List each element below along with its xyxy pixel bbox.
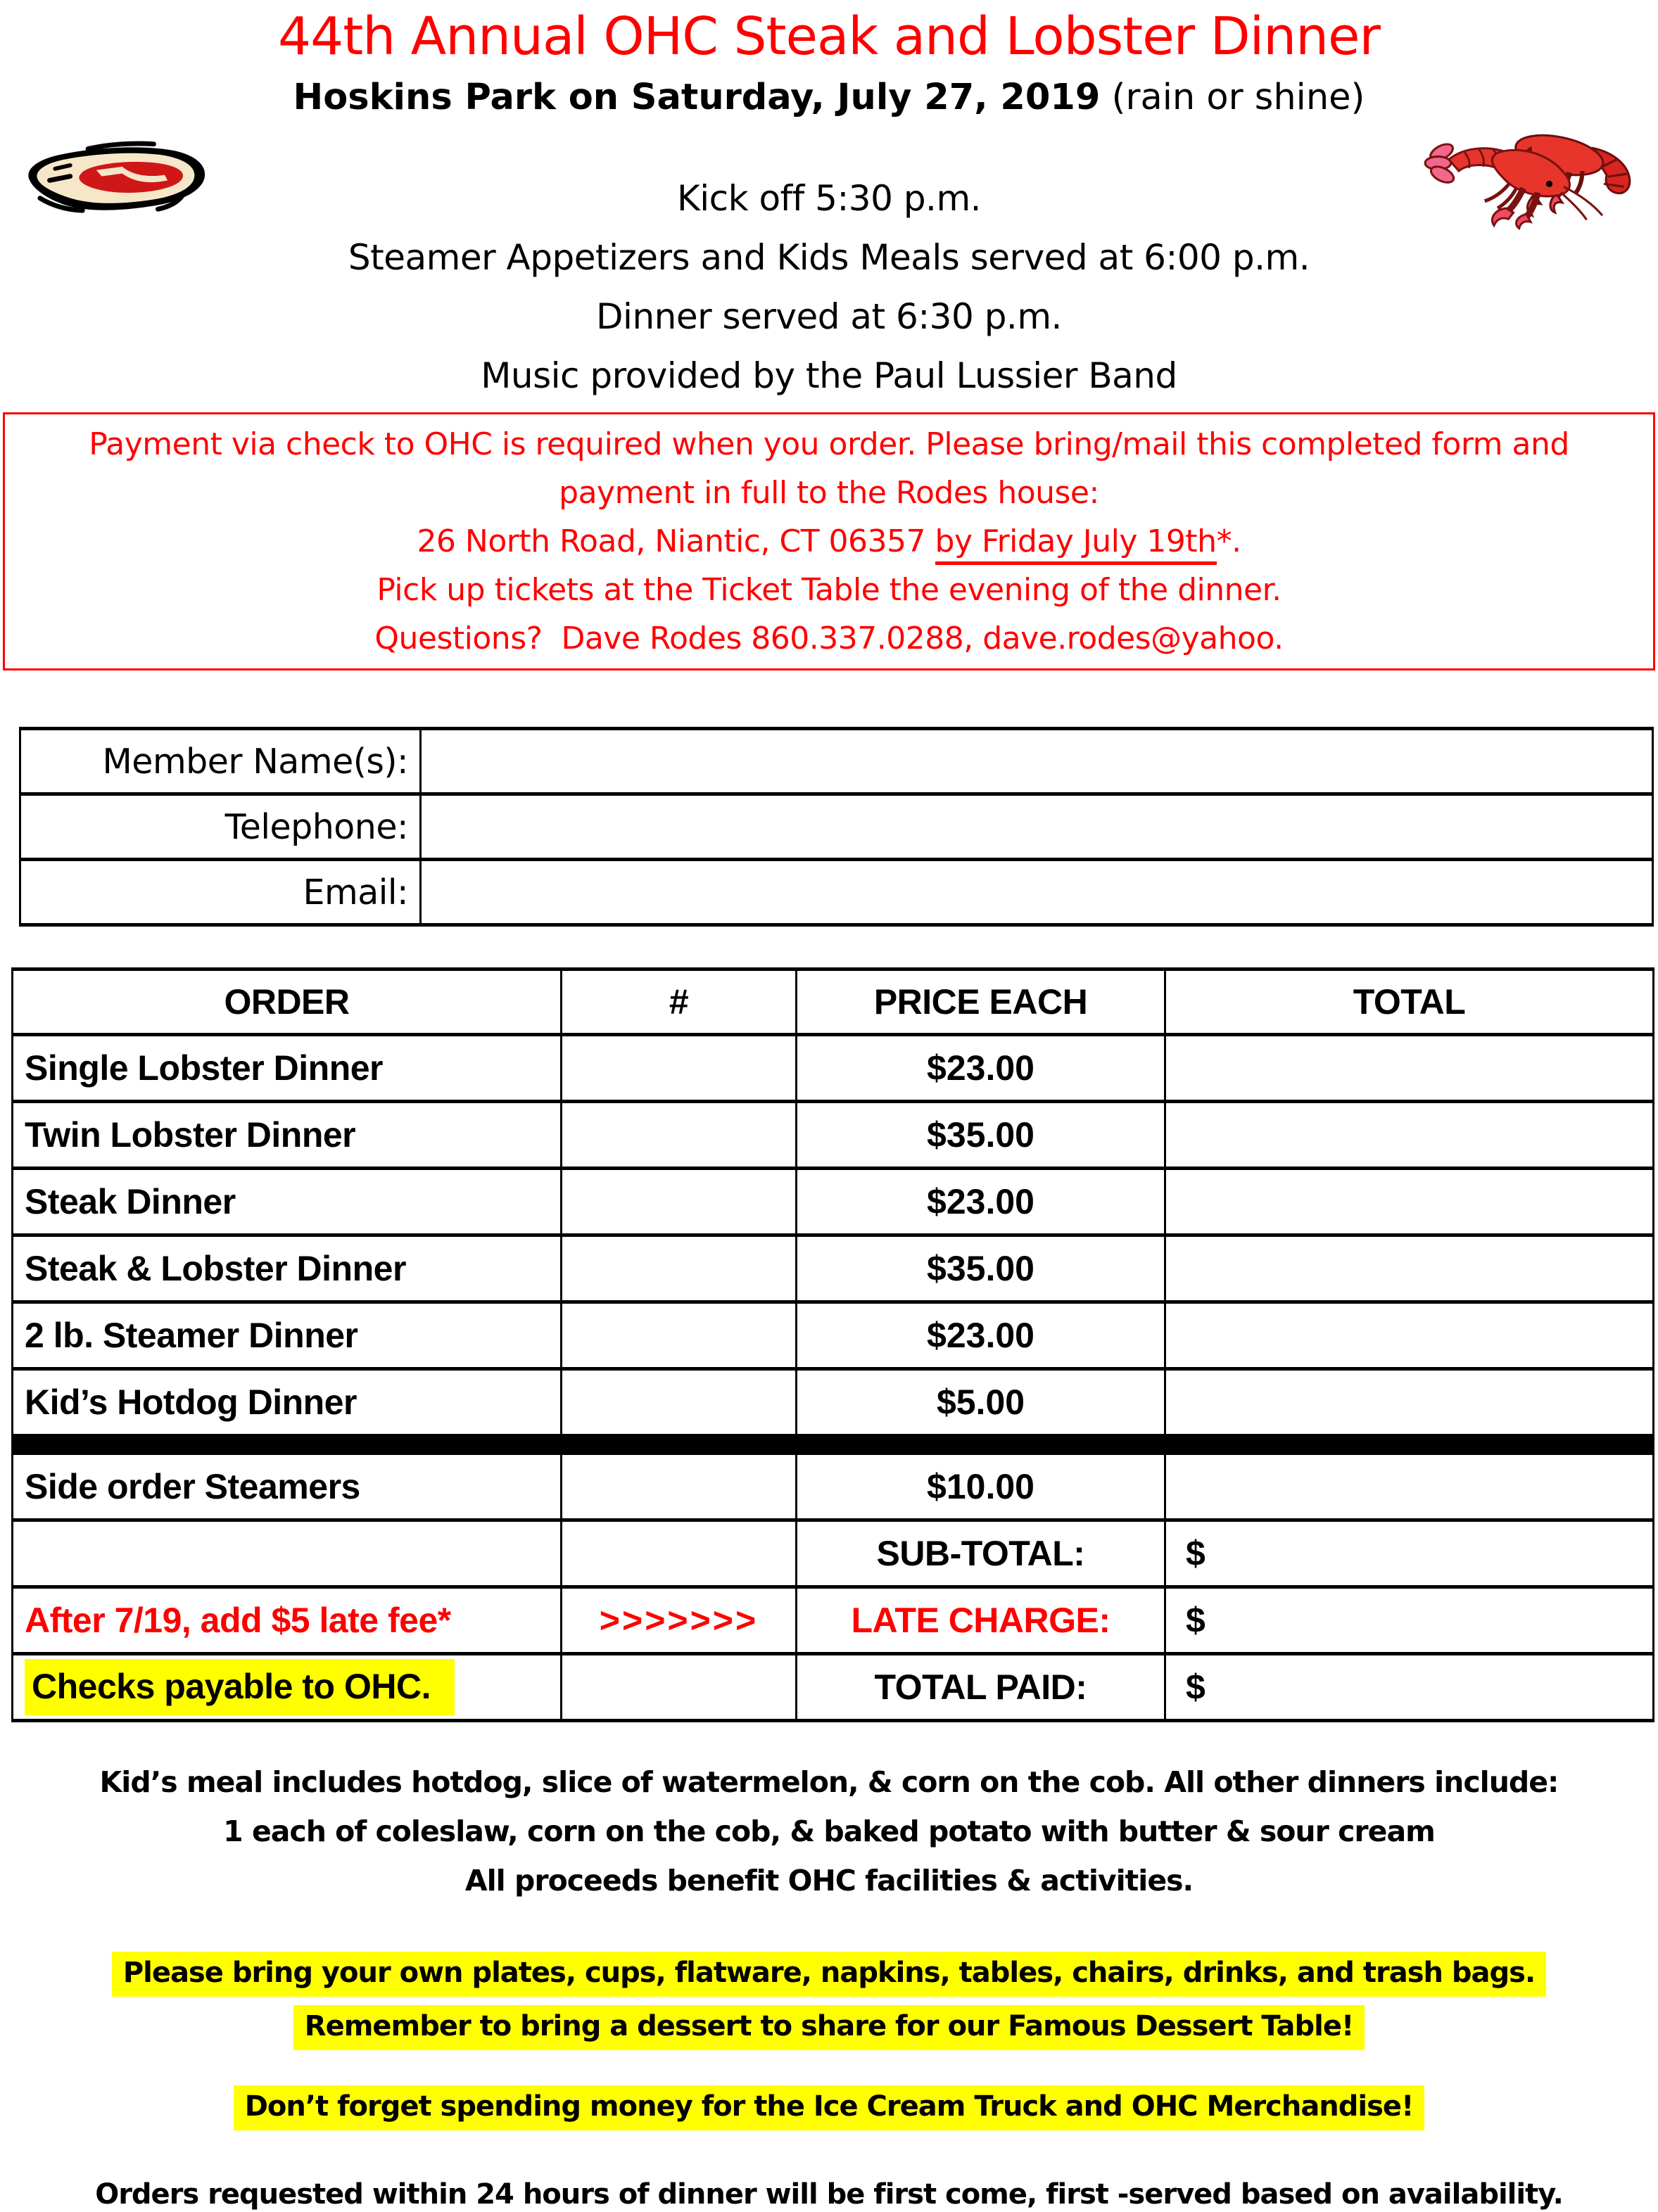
lobster-clipart-image	[1423, 117, 1638, 227]
item-qty-blank-cell	[562, 1369, 797, 1436]
order-item-row	[13, 1454, 1654, 1520]
spending-money-notice	[0, 2085, 1658, 2130]
item-total-blank-cell	[1165, 1454, 1654, 1520]
schedule-line: Steamer Appetizers and Kids Meals served at 6:00 p.m.	[348, 237, 1310, 279]
order-item-row	[13, 1235, 1654, 1302]
subtotal-dollar-cell: $	[1165, 1520, 1654, 1587]
order-item-row	[13, 1169, 1654, 1235]
item-name-cell: Single Lobster Dinner	[13, 1035, 562, 1102]
item-qty-blank-cell	[562, 1454, 797, 1520]
item-price-cell: $10.00	[797, 1454, 1165, 1520]
steak-clipart-image	[18, 138, 213, 217]
telephone-row	[20, 794, 1653, 860]
page-title: 44th Annual OHC Steak and Lobster Dinner	[278, 6, 1380, 67]
item-price-cell: $23.00	[797, 1169, 1165, 1235]
item-total-blank-cell	[1165, 1169, 1654, 1235]
telephone-blank-field	[421, 794, 1653, 860]
schedule-line: Kick off 5:30 p.m.	[676, 178, 982, 220]
subtotal-row	[13, 1520, 1654, 1587]
member-name-label: Member Name(s):	[20, 729, 421, 794]
email-row	[20, 860, 1653, 925]
event-schedule	[0, 169, 1658, 405]
payment-notice-box	[3, 412, 1655, 670]
price-each-column-header: PRICE EACH	[797, 970, 1165, 1035]
blank-cell	[562, 1520, 797, 1587]
email-label: Email:	[20, 860, 421, 925]
late-charge-dollar-cell: $	[1165, 1587, 1654, 1654]
item-name-cell: Steak Dinner	[13, 1169, 562, 1235]
item-total-blank-cell	[1165, 1235, 1654, 1302]
bring-items-highlighted-line: Please bring your own plates, cups, flatware, napkins, tables, chairs, drinks, and trash bags.	[112, 1952, 1546, 1997]
item-price-cell: $35.00	[797, 1102, 1165, 1169]
item-name-cell: Side order Steamers	[13, 1454, 562, 1520]
telephone-label: Telephone:	[20, 794, 421, 860]
checks-payable-highlighted-text: Checks payable to OHC.	[25, 1659, 455, 1715]
deadline-suffix-text: *.	[1216, 523, 1241, 560]
item-price-cell: $35.00	[797, 1235, 1165, 1302]
email-blank-field	[421, 860, 1653, 925]
total-paid-label: TOTAL PAID:	[797, 1654, 1165, 1721]
meal-note-line: 1 each of coleslaw, corn on the cob, & baked potato with butter & sour cream	[223, 1814, 1435, 1849]
item-qty-blank-cell	[562, 1302, 797, 1369]
order-table	[11, 967, 1654, 1722]
schedule-line: Dinner served at 6:30 p.m.	[596, 296, 1062, 338]
item-name-cell: 2 lb. Steamer Dinner	[13, 1302, 562, 1369]
late-charge-label: LATE CHARGE:	[797, 1587, 1165, 1654]
payment-notice-line: Questions? Dave Rodes 860.337.0288, dave.rodes@yahoo.	[374, 621, 1284, 657]
member-info-table	[19, 727, 1654, 927]
order-column-header: ORDER	[13, 970, 562, 1035]
quantity-column-header: #	[562, 970, 797, 1035]
blank-cell	[562, 1654, 797, 1721]
item-total-blank-cell	[1165, 1302, 1654, 1369]
member-name-blank-field	[421, 729, 1653, 794]
item-name-cell: Kid’s Hotdog Dinner	[13, 1369, 562, 1436]
item-qty-blank-cell	[562, 1035, 797, 1102]
availability-notice: Orders requested within 24 hours of dinner will be first come, first -served based on availability.	[95, 2178, 1563, 2211]
meal-note-line: All proceeds benefit OHC facilities & activities.	[464, 1864, 1194, 1898]
bring-items-notice	[0, 1946, 1658, 2053]
item-price-cell: $23.00	[797, 1035, 1165, 1102]
late-fee-note: After 7/19, add $5 late fee*	[13, 1587, 562, 1654]
member-name-row	[20, 729, 1653, 794]
total-column-header: TOTAL	[1165, 970, 1654, 1035]
deadline-underlined-text: by Friday July 19th	[935, 523, 1217, 565]
rain-or-shine-text: (rain or shine)	[1111, 76, 1365, 118]
event-location-date	[0, 77, 1658, 119]
item-name-cell: Steak & Lobster Dinner	[13, 1235, 562, 1302]
order-item-row	[13, 1302, 1654, 1369]
order-item-row	[13, 1102, 1654, 1169]
total-paid-row	[13, 1654, 1654, 1721]
item-qty-blank-cell	[562, 1235, 797, 1302]
payment-notice-line: payment in full to the Rodes house:	[559, 475, 1099, 511]
checks-payable-cell	[13, 1654, 562, 1721]
item-total-blank-cell	[1165, 1369, 1654, 1436]
meal-notes	[0, 1757, 1658, 1905]
item-price-cell: $5.00	[797, 1369, 1165, 1436]
payment-address-line	[9, 517, 1649, 566]
dessert-highlighted-line: Remember to bring a dessert to share for our Famous Dessert Table!	[293, 2005, 1365, 2050]
order-table-header-row	[13, 970, 1654, 1035]
item-price-cell: $23.00	[797, 1302, 1165, 1369]
total-paid-dollar-cell: $	[1165, 1654, 1654, 1721]
spending-money-highlighted-line: Don’t forget spending money for the Ice Cream Truck and OHC Merchandise!	[234, 2085, 1425, 2130]
blank-cell	[13, 1520, 562, 1587]
order-item-row	[13, 1035, 1654, 1102]
order-item-row	[13, 1369, 1654, 1436]
location-date-text: Hoskins Park on Saturday, July 27, 2019	[293, 76, 1101, 118]
item-qty-blank-cell	[562, 1169, 797, 1235]
meal-note-line: Kid’s meal includes hotdog, slice of watermelon, & corn on the cob. All other dinners include:	[99, 1765, 1559, 1800]
schedule-line: Music provided by the Paul Lussier Band	[481, 355, 1177, 397]
item-qty-blank-cell	[562, 1102, 797, 1169]
flyer-page	[0, 6, 1658, 2211]
thick-divider-row	[13, 1436, 1654, 1454]
item-total-blank-cell	[1165, 1102, 1654, 1169]
late-charge-row	[13, 1587, 1654, 1654]
item-name-cell: Twin Lobster Dinner	[13, 1102, 562, 1169]
payment-notice-line: Pick up tickets at the Ticket Table the evening of the dinner.	[376, 572, 1282, 609]
payment-notice-line: Payment via check to OHC is required when you order. Please bring/mail this completed form and	[89, 426, 1569, 463]
address-text: 26 North Road, Niantic, CT 06357	[417, 523, 935, 560]
item-total-blank-cell	[1165, 1035, 1654, 1102]
arrows-indicator: >>>>>>>	[562, 1587, 797, 1654]
subtotal-label: SUB-TOTAL:	[797, 1520, 1165, 1587]
